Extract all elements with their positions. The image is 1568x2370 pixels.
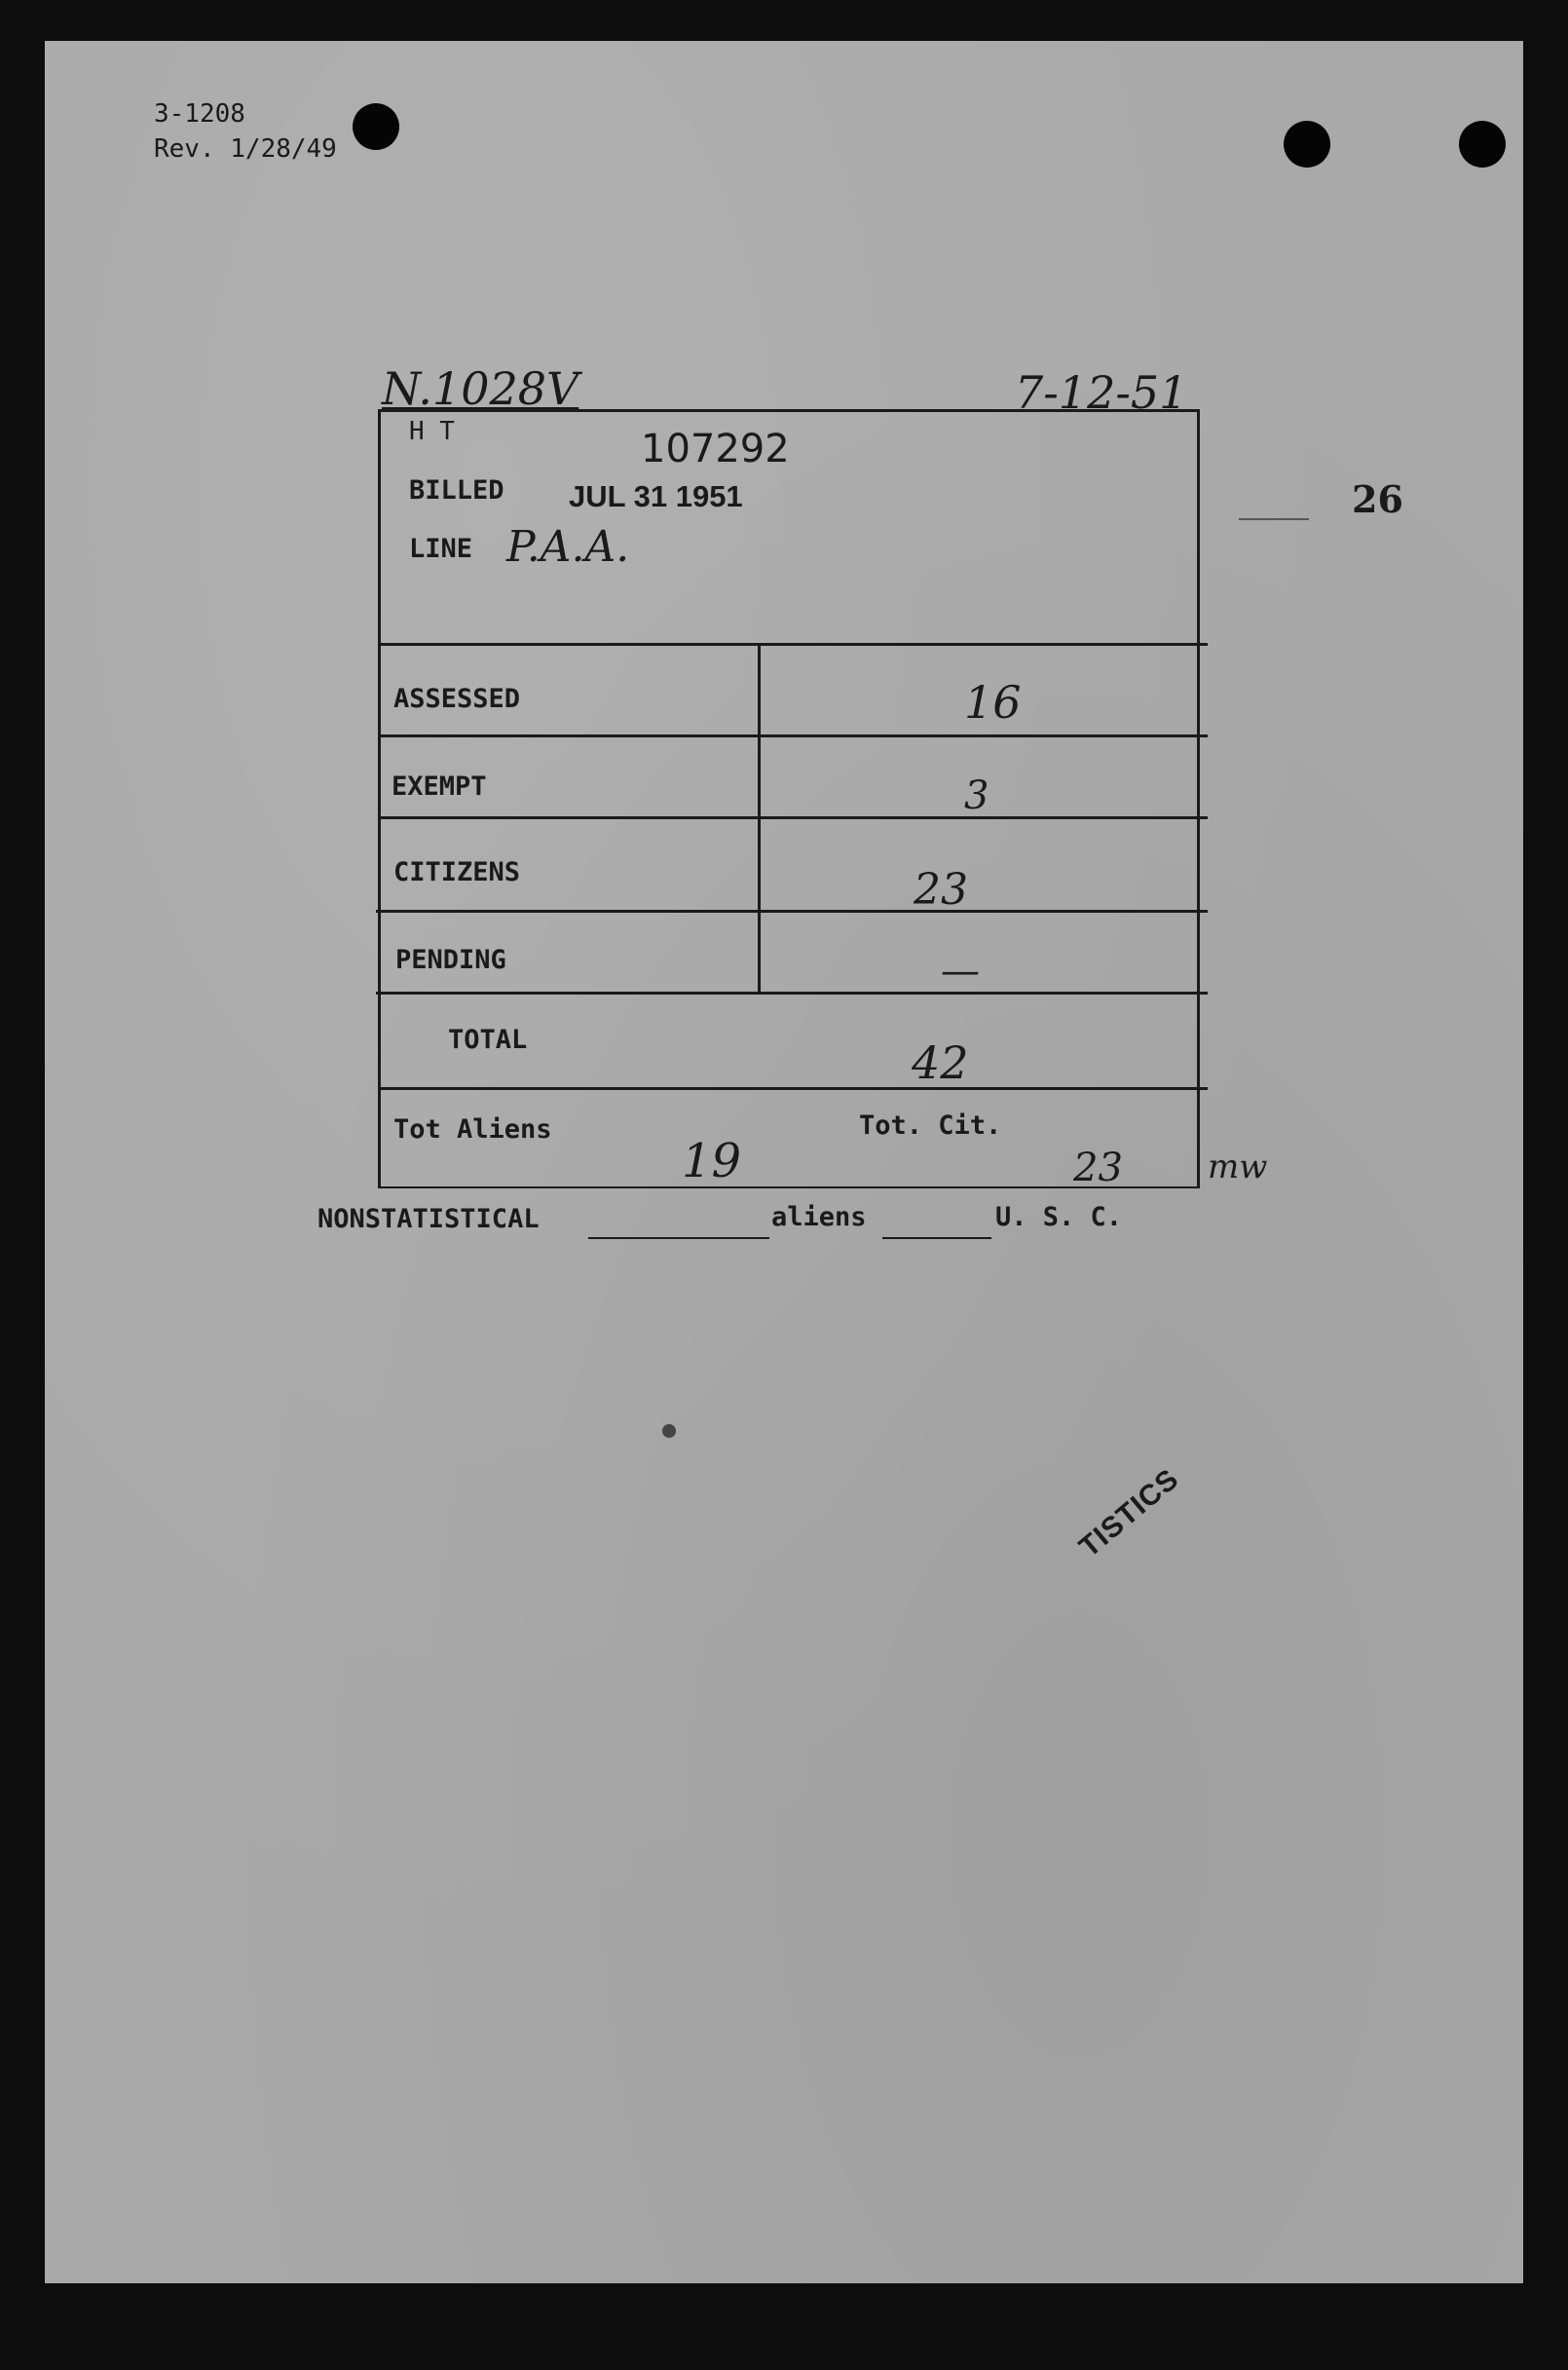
rule-row-2 [378, 816, 1208, 819]
form-revision: Rev. 1/28/49 [154, 134, 337, 164]
tot-cit-value: 23 [1073, 1146, 1123, 1190]
punch-hole-right-1 [1284, 121, 1330, 168]
handwritten-date: 7-12-51 [1015, 366, 1188, 419]
nonstatistical-label: NONSTATISTICAL [317, 1204, 540, 1234]
punch-hole-left [353, 103, 399, 150]
rule-row-3 [376, 910, 1208, 913]
tot-aliens-label: Tot Aliens [393, 1114, 552, 1145]
row-value-exempt: 3 [964, 773, 989, 818]
nonstat-aliens-label: aliens [771, 1202, 867, 1232]
tot-aliens-value: 19 [682, 1134, 742, 1188]
row-label-citizens: CITIZENS [393, 857, 521, 887]
total-value: 42 [912, 1036, 969, 1089]
row-label-assessed: ASSESSED [393, 684, 521, 714]
record-table [378, 409, 1200, 1188]
line-label: LINE [409, 534, 473, 564]
side-dash [1239, 518, 1309, 520]
row-label-exempt: EXEMPT [392, 771, 487, 802]
flight-number: N.1028V [382, 362, 579, 415]
billed-date-stamp: JUL 31 1951 [569, 479, 743, 513]
side-number: 26 [1352, 477, 1403, 521]
nonstat-usc-label: U. S. C. [995, 1202, 1123, 1232]
rule-row-4 [376, 992, 1208, 995]
column-divider [758, 645, 761, 992]
tot-cit-label: Tot. Cit. [859, 1110, 1002, 1141]
rule-top-block [378, 643, 1208, 646]
line-value: P.A.A. [506, 522, 630, 572]
row-value-pending: — [941, 949, 980, 994]
paper-speck [662, 1424, 676, 1438]
nonstat-aliens-blank [588, 1237, 769, 1239]
nonstat-usc-blank [882, 1237, 991, 1239]
form-number: 3-1208 [154, 99, 245, 129]
billed-label: BILLED [409, 475, 504, 506]
rule-row-1 [378, 734, 1208, 737]
ht-label: H T [409, 417, 455, 446]
punch-hole-right-2 [1459, 121, 1506, 168]
serial-number: 107292 [641, 427, 790, 471]
row-value-citizens: 23 [914, 865, 968, 915]
statistics-stamp-partial: TISTICS [1073, 1462, 1185, 1564]
row-value-assessed: 16 [964, 676, 1022, 729]
total-label: TOTAL [448, 1025, 528, 1055]
clerk-initials: mw [1208, 1147, 1268, 1186]
row-label-pending: PENDING [395, 945, 506, 975]
rule-total [378, 1087, 1208, 1090]
